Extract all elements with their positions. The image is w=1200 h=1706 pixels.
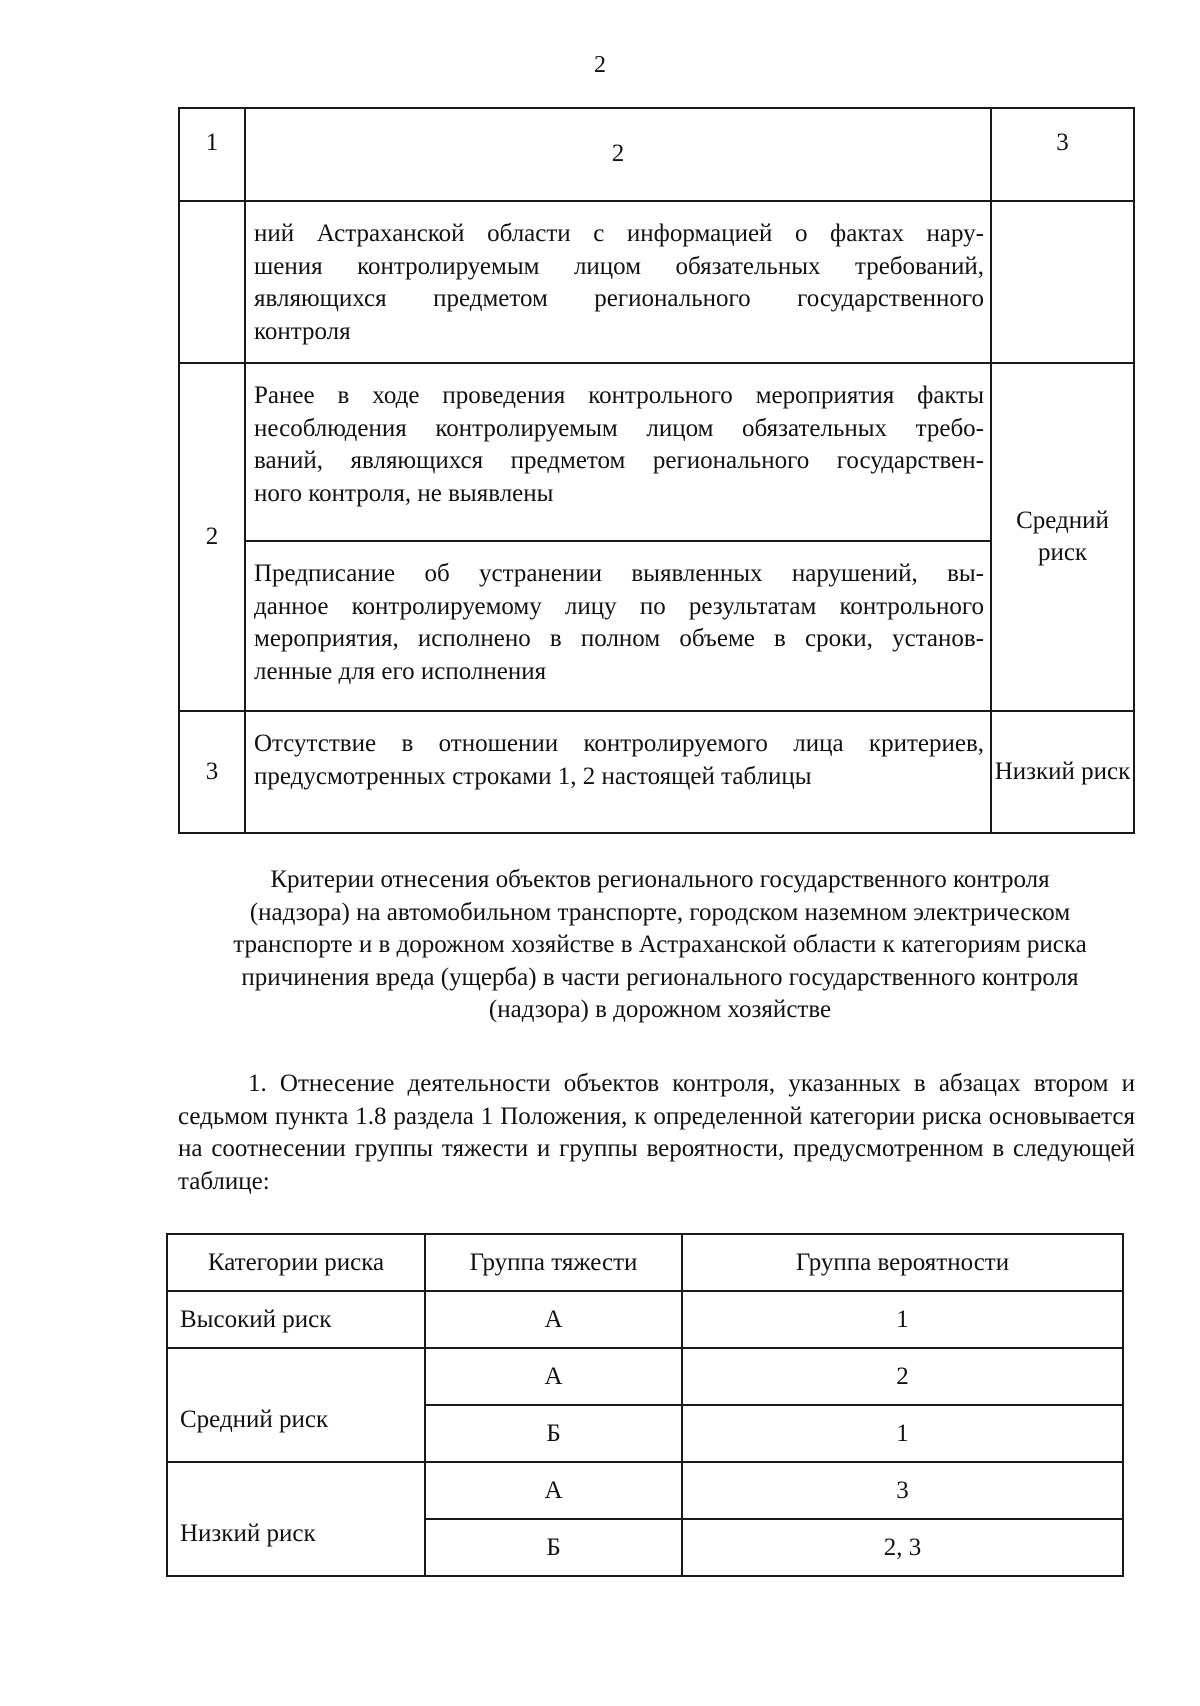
- column-number-3: 3: [991, 108, 1134, 201]
- probability-cell: 3: [682, 1462, 1123, 1519]
- text-line: Ранее в ходе проведения контрольного мероприятия факты: [254, 382, 984, 409]
- table-row: [167, 1348, 1123, 1405]
- text-line: контроля: [254, 317, 351, 345]
- table-row: [179, 201, 1134, 363]
- severity-cell: А: [425, 1462, 682, 1519]
- probability-cell: 2, 3: [682, 1519, 1123, 1576]
- column-number-2: 2: [245, 108, 991, 201]
- heading-line: причинения вреда (ущерба) в части регионального государственного контроля: [241, 963, 1079, 991]
- heading-line: Критерии отнесения объектов регионального государственного контроля: [270, 866, 1050, 893]
- heading-line: транспорте и в дорожном хозяйстве в Астраханской области к категориям риска: [233, 931, 1087, 958]
- column-number-1: 1: [179, 108, 245, 201]
- heading-line: (надзора) на автомобильном транспорте, городском наземном электрическом: [249, 898, 1071, 926]
- criterion-cell: [245, 711, 991, 833]
- row-number-cell: 3: [179, 711, 245, 833]
- risk-category-cell: Высокий риск: [167, 1291, 425, 1348]
- header-risk-category: Категории риска: [167, 1234, 425, 1291]
- table-row: [179, 363, 1134, 541]
- risk-criteria-table: [178, 107, 1135, 834]
- table-header-row: [167, 1234, 1123, 1291]
- text-line: ваний, являющихся предметом регионального государствен-: [254, 447, 984, 474]
- criterion-cell: [245, 541, 991, 711]
- heading-line: (надзора) в дорожном хозяйстве: [488, 996, 832, 1023]
- risk-category-cell: Низкий риск: [991, 711, 1134, 833]
- criterion-cell: [245, 201, 991, 363]
- header-probability-group: Группа вероятности: [682, 1234, 1123, 1291]
- severity-cell: Б: [425, 1405, 682, 1462]
- probability-cell: 2: [682, 1348, 1123, 1405]
- table-header-row: [179, 108, 1134, 201]
- risk-category-cell: Средний риск: [167, 1348, 425, 1462]
- table-row: [179, 711, 1134, 833]
- table-row: [179, 541, 1134, 711]
- text-line: мероприятия, исполнено в полном объеме в сроки, установ-: [254, 625, 984, 652]
- probability-cell: 1: [682, 1291, 1123, 1348]
- text-line: шения контролируемым лицом обязательных требований,: [254, 252, 984, 280]
- risk-cell: [991, 201, 1134, 363]
- text-line: ленные для его исполнения: [254, 657, 547, 685]
- text-line: ний Астраханской области с информацией о фактах нару-: [254, 220, 984, 247]
- text-line: Отсутствие в отношении контролируемого лица критериев,: [254, 730, 984, 757]
- text-line: данное контролируемому лицу по результатам контрольного: [254, 592, 984, 620]
- row-number-cell: 2: [179, 363, 245, 711]
- criterion-cell: [245, 363, 991, 541]
- severity-cell: А: [425, 1348, 682, 1405]
- table-row: [167, 1462, 1123, 1519]
- table-row: [167, 1291, 1123, 1348]
- text-line: ного контроля, не выявлены: [254, 479, 554, 507]
- section-heading: [170, 864, 1150, 1027]
- severity-cell: А: [425, 1291, 682, 1348]
- probability-cell: 1: [682, 1405, 1123, 1462]
- header-severity-group: Группа тяжести: [425, 1234, 682, 1291]
- text-line: несоблюдения контролируемым лицом обязательных требо-: [254, 414, 984, 442]
- text-line: предусмотренных строками 1, 2 настоящей таблицы: [254, 762, 812, 790]
- severity-cell: Б: [425, 1519, 682, 1576]
- paragraph-1: 1. Отнесение деятельности объектов контроля, указанных в абзацах втором и седьмом пункта 1.8 раздела 1 Положения, к определенной категории риска основывается на соотнесении группы тяжести и группы вероятности, предусмотренном в следующей таблице:: [178, 1070, 1135, 1195]
- text-line: являющихся предметом регионального государственного: [254, 285, 984, 312]
- row-number-cell: [179, 201, 245, 363]
- risk-category-matrix-table: [166, 1233, 1124, 1577]
- risk-category-cell: Низкий риск: [167, 1462, 425, 1576]
- risk-category-cell: Средний риск: [991, 363, 1134, 711]
- page-number: 2: [594, 52, 606, 78]
- text-line: Предписание об устранении выявленных нарушений, вы-: [254, 560, 984, 587]
